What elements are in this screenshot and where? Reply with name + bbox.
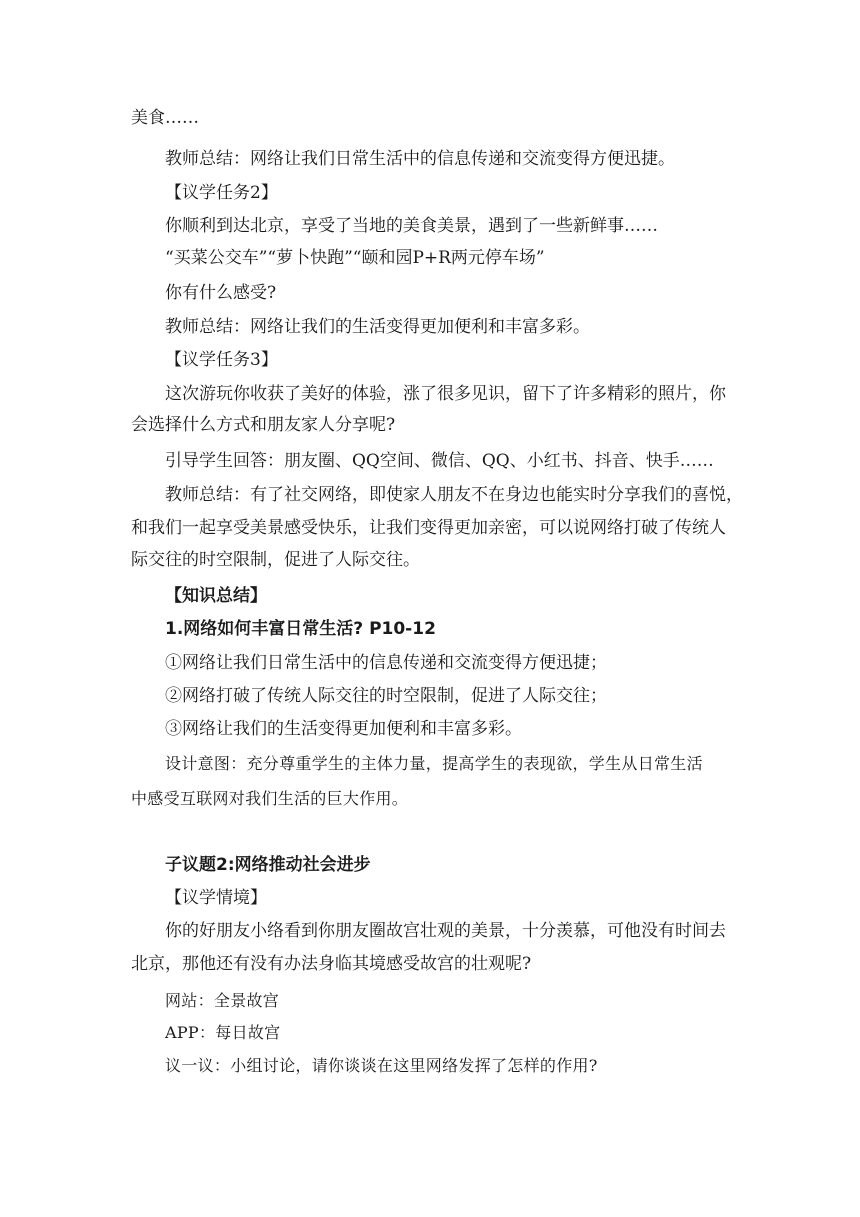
knowledge-heading: 【知识总结】 xyxy=(165,586,267,606)
paragraph-text: 你的好朋友小络看到你朋友圈故宫壮观的美景，十分羡慕，可他没有时间去 xyxy=(165,921,726,941)
teacher-summary: 教师总结：网络让我们日常生活中的信息传递和交流变得方便迅捷。 xyxy=(165,149,675,169)
paragraph-text: “买菜公交车”“萝卜快跑”“颐和园P+R两元停车场” xyxy=(165,248,545,268)
teacher-summary: 教师总结：网络让我们的生活变得更加便利和丰富多彩。 xyxy=(165,317,590,337)
question-text: 你有什么感受? xyxy=(165,283,277,303)
website-text: 网站：全景故宫 xyxy=(165,991,280,1010)
knowledge-point: ③网络让我们的生活变得更加便利和丰富多彩。 xyxy=(165,719,522,739)
paragraph-text: 会选择什么方式和朋友家人分享呢? xyxy=(131,415,396,435)
knowledge-point: ②网络打破了传统人际交往的时空限制，促进了人际交往； xyxy=(165,686,607,706)
paragraph-text: 北京，那他还有没有办法身临其境感受故宫的壮观呢? xyxy=(131,954,532,974)
app-text: APP：每日故宫 xyxy=(165,1023,281,1042)
design-intent: 中感受互联网对我们生活的巨大作用。 xyxy=(131,789,409,808)
paragraph-text: 引导学生回答：朋友圈、QQ空间、微信、QQ、小红书、抖音、快手…… xyxy=(165,451,714,471)
teacher-summary: 际交往的时空限制，促进了人际交往。 xyxy=(131,550,420,570)
knowledge-point: ①网络让我们日常生活中的信息传递和交流变得方便迅捷； xyxy=(165,653,607,673)
design-intent: 设计意图：充分尊重学生的主体力量，提高学生的表现欲，学生从日常生活 xyxy=(165,754,703,773)
paragraph-text: 这次游玩你收获了美好的体验，涨了很多见识，留下了许多精彩的照片，你 xyxy=(165,384,726,404)
task-heading: 【议学任务3】 xyxy=(165,350,278,370)
paragraph-text: 你顺利到达北京，享受了当地的美食美景，遇到了一些新鲜事…… xyxy=(165,216,658,236)
teacher-summary: 和我们一起享受美景感受快乐，让我们变得更加亲密，可以说网络打破了传统人 xyxy=(131,518,726,538)
paragraph-text: 美食…… xyxy=(131,108,199,128)
teacher-summary: 教师总结：有了社交网络，即使家人朋友不在身边也能实时分享我们的喜悦， xyxy=(165,485,743,505)
subtopic-title: 子议题2:网络推动社会进步 xyxy=(165,855,371,875)
task-heading: 【议学任务2】 xyxy=(165,183,278,203)
discussion-text: 议一议：小组讨论，请你谈谈在这里网络发挥了怎样的作用? xyxy=(165,1056,598,1075)
scenario-heading: 【议学情境】 xyxy=(165,888,267,908)
knowledge-question: 1.网络如何丰富日常生活? P10-12 xyxy=(165,619,436,639)
